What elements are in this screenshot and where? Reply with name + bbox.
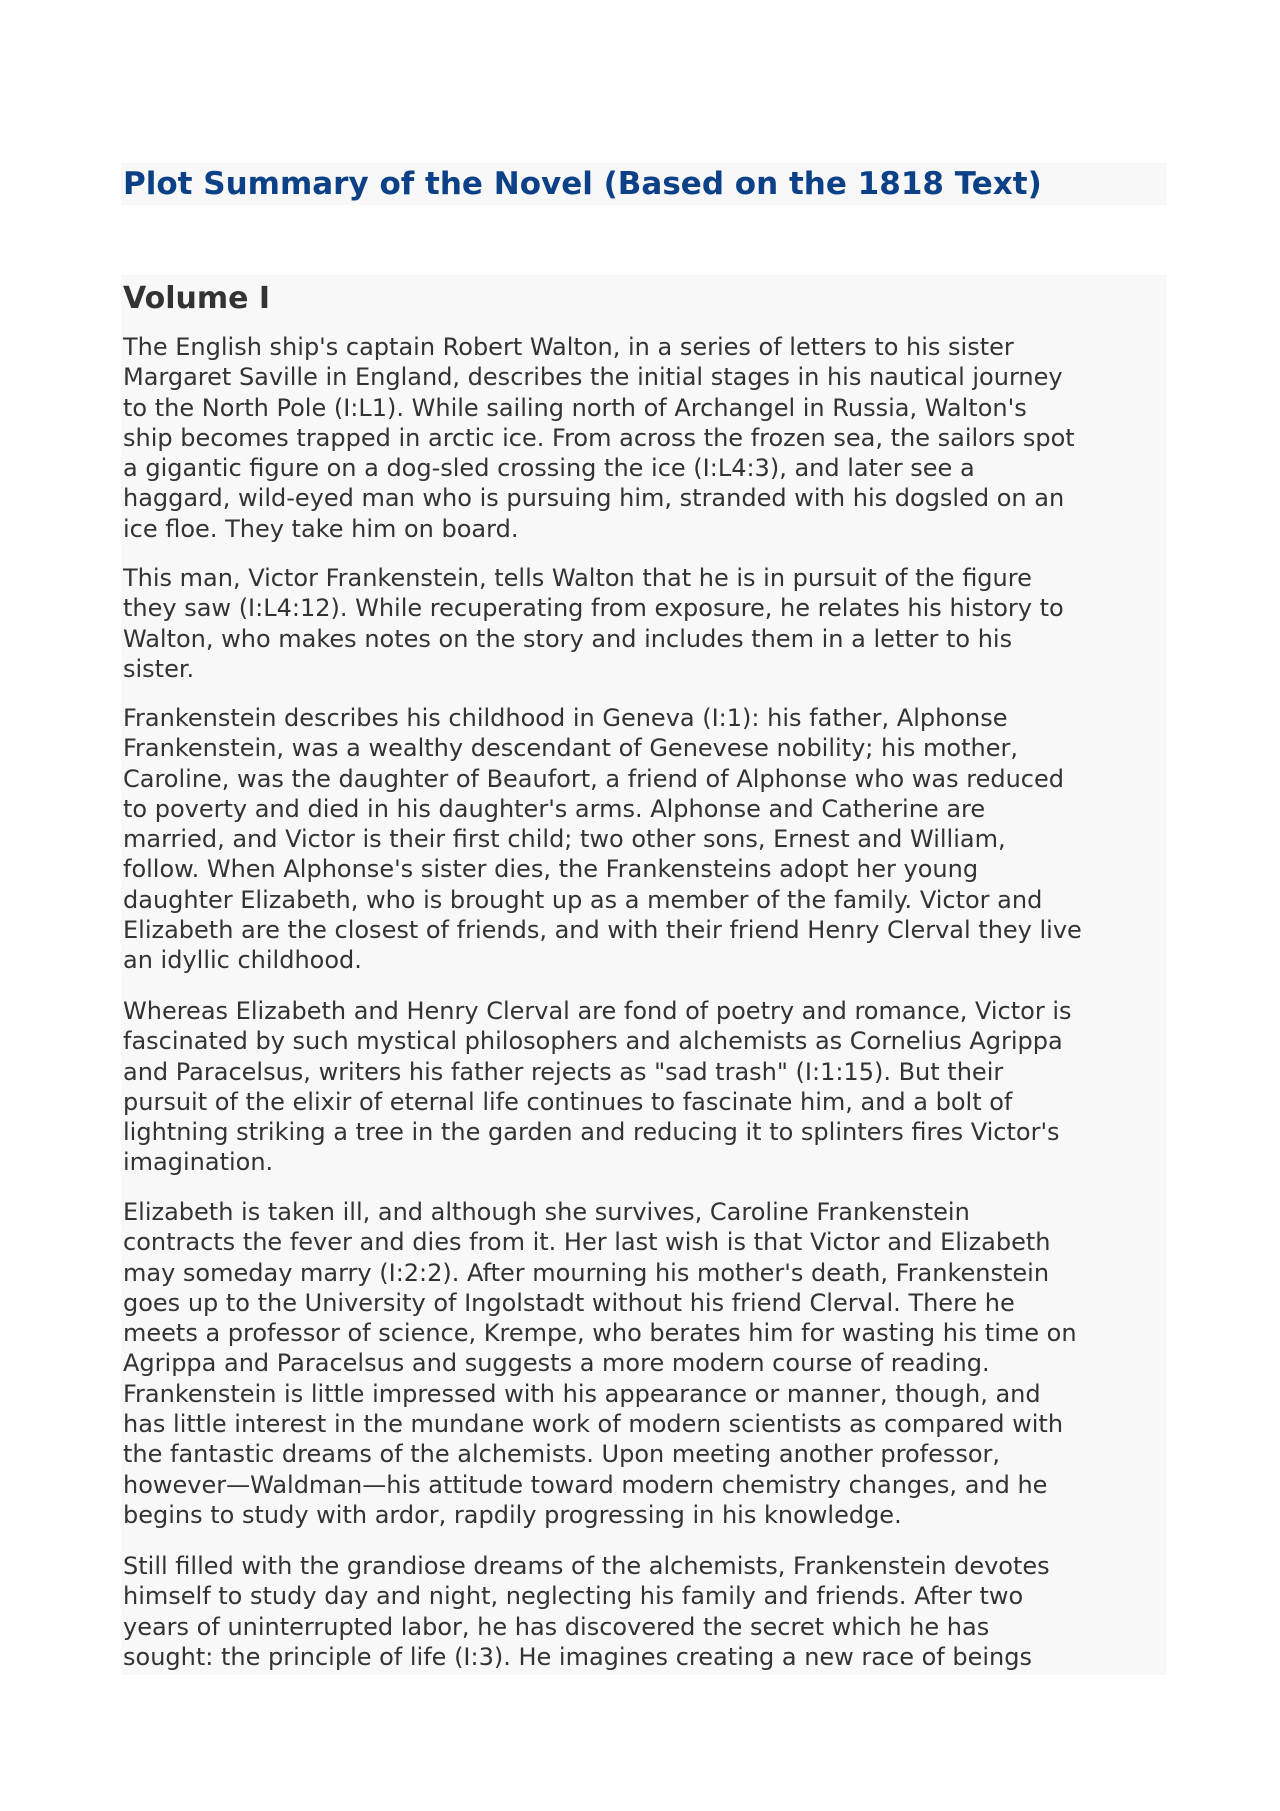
paragraph (121, 332, 1075, 544)
text-line: follow. When Alphonse's sister dies, the Frankensteins adopt her young (123, 855, 979, 884)
text-line: may someday marry (I:2:2). After mourning his mother's death, Frankenstein (123, 1258, 1050, 1287)
text-line: Elizabeth is taken ill, and although she survives, Caroline Frankenstein (123, 1198, 970, 1226)
text-line: Walton, who makes notes on the story and includes them in a letter to his (123, 624, 1013, 653)
document-body (121, 275, 1167, 1675)
text-line: sought: the principle of life (I:3). He imagines creating a new race of beings (123, 1642, 1032, 1671)
paragraph (121, 703, 1082, 976)
text-line: contracts the fever and dies from it. Her last wish is that Victor and Elizabeth (123, 1228, 1051, 1257)
text-line: The English ship's captain Robert Walton, in a series of letters to his sister (123, 333, 1014, 361)
text-line: married, and Victor is their first child; two other sons, Ernest and William, (123, 825, 1006, 854)
text-line: himself to study day and night, neglecting his family and friends. After two (123, 1582, 1024, 1611)
text-line: an idyllic childhood. (123, 946, 362, 975)
text-line: the fantastic dreams of the alchemists. Upon meeting another professor, (123, 1440, 1001, 1469)
text-line: they saw (I:L4:12). While recuperating from exposure, he relates his history to (123, 594, 1064, 623)
text-line: Margaret Saville in England, describes the initial stages in his nautical journey (123, 363, 1063, 392)
text-line: fascinated by such mystical philosophers and alchemists as Cornelius Agrippa (123, 1027, 1063, 1056)
paragraph (121, 1551, 1050, 1672)
text-line: Whereas Elizabeth and Henry Clerval are fond of poetry and romance, Victor is (123, 997, 1072, 1025)
text-line: imagination. (123, 1148, 274, 1177)
text-line: meets a professor of science, Krempe, who berates him for wasting his time on (123, 1319, 1077, 1348)
text-line: ship becomes trapped in arctic ice. From across the frozen sea, the sailors spot (123, 423, 1075, 452)
text-line: ice floe. They take him on board. (123, 514, 519, 543)
text-line: and Paracelsus, writers his father rejects as "sad trash" (I:1:15). But their (123, 1057, 1004, 1086)
text-line: years of uninterrupted labor, he has discovered the secret which he has (123, 1612, 990, 1641)
paragraph (121, 1197, 1077, 1530)
text-line: to the North Pole (I:L1). While sailing north of Archangel in Russia, Walton's (123, 393, 1027, 422)
text-line: has little interest in the mundane work of modern scientists as compared with (123, 1410, 1064, 1439)
text-line: to poverty and died in his daughter's arms. Alphonse and Catherine are (123, 794, 986, 823)
paragraph (121, 996, 1072, 1178)
text-line: Frankenstein describes his childhood in Geneva (I:1): his father, Alphonse (123, 704, 1008, 732)
text-line: sister. (123, 654, 195, 683)
text-line: Caroline, was the daughter of Beaufort, a friend of Alphonse who was reduced (123, 764, 1065, 793)
paragraph (121, 563, 1064, 684)
text-line: This man, Victor Frankenstein, tells Walton that he is in pursuit of the figure (123, 564, 1032, 592)
text-line: pursuit of the elixir of eternal life continues to fascinate him, and a bolt of (123, 1087, 1013, 1116)
text-line: Elizabeth are the closest of friends, and with their friend Henry Clerval they live (123, 916, 1082, 945)
text-line: haggard, wild-eyed man who is pursuing him, stranded with his dogsled on an (123, 484, 1065, 513)
text-line: Agrippa and Paracelsus and suggests a more modern course of reading. (123, 1349, 990, 1378)
text-line: Frankenstein, was a wealthy descendant of Genevese nobility; his mother, (123, 734, 1018, 763)
text-line: daughter Elizabeth, who is brought up as a member of the family. Victor and (123, 885, 1043, 914)
text-line: goes up to the University of Ingolstadt without his friend Clerval. There he (123, 1288, 1015, 1317)
text-line: Still filled with the grandiose dreams of the alchemists, Frankenstein devotes (123, 1552, 1050, 1580)
text-line: however—Waldman—his attitude toward modern chemistry changes, and he (123, 1470, 1048, 1499)
section-heading-volume: Volume I (123, 281, 271, 316)
text-line: lightning striking a tree in the garden and reducing it to splinters fires Victor's (123, 1118, 1060, 1147)
text-line: a gigantic figure on a dog-sled crossing the ice (I:L4:3), and later see a (123, 454, 975, 483)
text-line: Frankenstein is little impressed with his appearance or manner, though, and (123, 1379, 1041, 1408)
text-line: begins to study with ardor, rapdily progressing in his knowledge. (123, 1500, 902, 1529)
document-title: Plot Summary of the Novel (Based on the 1818 Text) (123, 166, 1042, 202)
